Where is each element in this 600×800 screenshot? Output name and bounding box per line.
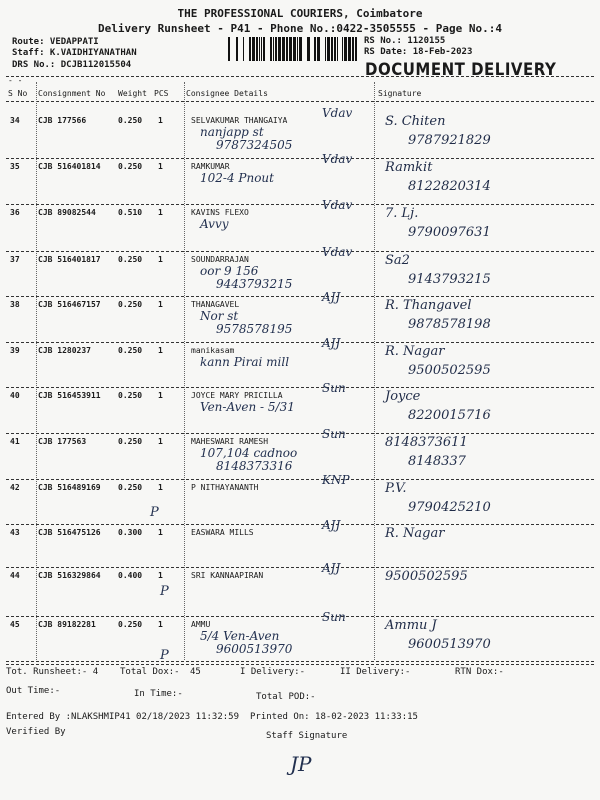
row-weight: 0.400 xyxy=(118,571,143,580)
total-dox-label: Total Dox:- xyxy=(120,667,180,677)
row-consignment: CJB 177563 xyxy=(38,437,87,446)
barcode-bar xyxy=(282,37,285,61)
row-signature: Ammu J xyxy=(385,618,437,633)
row-pcs: 1 xyxy=(158,346,163,355)
row-signature-phone: 9878578198 xyxy=(408,317,491,332)
col-sno: S No xyxy=(8,89,28,98)
col-weight: Weight xyxy=(118,89,147,98)
row-consignment: CJB 516453911 xyxy=(38,391,101,400)
row-divider xyxy=(6,342,594,343)
row-consignment: CJB 516475126 xyxy=(38,528,101,537)
barcode-bar xyxy=(293,37,296,61)
col-rule xyxy=(374,82,375,660)
margin-mark: P xyxy=(160,584,169,599)
row-signature: 8148373611 xyxy=(385,435,468,450)
row-pcs: 1 xyxy=(158,620,163,629)
row-consignment: CJB 89182281 xyxy=(38,620,96,629)
row-pcs: 1 xyxy=(158,483,163,492)
row-consignment: CJB 177566 xyxy=(38,116,87,125)
row-handwritten-address: 107,104 cadnoo xyxy=(200,446,298,460)
barcode-bar xyxy=(270,37,272,61)
mark-dots: - - xyxy=(8,76,23,85)
row-divider xyxy=(6,251,594,252)
in-time: In Time:- xyxy=(134,689,183,699)
row-consignee-name: manikasam xyxy=(191,346,235,355)
row-signature: R. Thangavel xyxy=(385,298,472,313)
row-divider xyxy=(6,524,594,525)
row-sno: 37 xyxy=(10,255,20,264)
row-consignee-name: JOYCE MARY PRICILLA xyxy=(191,391,283,400)
row-signature: 7. Lj. xyxy=(385,206,419,221)
barcode-bar xyxy=(297,37,298,61)
row-consignment: CJB 516329864 xyxy=(38,571,101,580)
verified-by: Verified By xyxy=(6,727,66,737)
out-time: Out Time:- xyxy=(6,686,61,696)
row-consignment: CJB 516401817 xyxy=(38,255,101,264)
row-consignment: CJB 516467157 xyxy=(38,300,101,309)
row-sno: 34 xyxy=(10,116,20,125)
row-area-tag: Vdav xyxy=(322,106,353,120)
row-signature-phone: 9787921829 xyxy=(408,133,491,148)
row-weight: 0.250 xyxy=(118,483,143,492)
row-consignment: CJB 89082544 xyxy=(38,208,96,217)
row-signature-phone: 9143793215 xyxy=(408,272,491,287)
barcode-bar xyxy=(286,37,288,61)
row-sno: 41 xyxy=(10,437,20,446)
barcode-bar xyxy=(228,37,230,61)
row-area-tag: AJJ xyxy=(322,561,341,575)
row-divider xyxy=(6,479,594,480)
row-handwritten-address: oor 9 156 xyxy=(200,264,259,278)
barcode-bar xyxy=(352,37,354,61)
row-signature: Sa2 xyxy=(385,253,410,268)
barcode-bar xyxy=(275,37,277,61)
staff-signature-mark: JP xyxy=(290,752,312,776)
barcode-bar xyxy=(278,37,281,61)
ii-delivery: II Delivery:- xyxy=(340,667,411,677)
row-sno: 38 xyxy=(10,300,20,309)
row-signature: Ramkit xyxy=(385,160,433,175)
printed-on: Printed On: 18-02-2023 11:33:15 xyxy=(250,712,418,722)
col-consignee: Consignee Details xyxy=(186,89,268,98)
row-handwritten-address: Avvy xyxy=(200,217,229,231)
row-pcs: 1 xyxy=(158,116,163,125)
row-handwritten-phone: 8148373316 xyxy=(216,459,293,473)
row-area-tag: Vdav xyxy=(322,152,353,166)
runsheet-title: Delivery Runsheet - P41 - Phone No.:0422-3505555 - Page No.:4 xyxy=(98,22,502,35)
row-weight: 0.250 xyxy=(118,300,143,309)
barcode-bar xyxy=(307,37,310,61)
rs-number: RS No.: 1120155 xyxy=(364,36,446,46)
row-divider xyxy=(6,296,594,297)
barcode-bar xyxy=(299,37,302,61)
row-pcs: 1 xyxy=(158,528,163,537)
row-consignee-name: THANAGAVEL xyxy=(191,300,240,309)
row-weight: 0.250 xyxy=(118,116,143,125)
row-consignee-name: KAVINS FLEXO xyxy=(191,208,249,217)
barcode-bar xyxy=(325,37,326,61)
margin-mark: P xyxy=(150,505,159,520)
row-signature: P.V. xyxy=(385,481,407,496)
row-divider xyxy=(6,204,594,205)
row-divider xyxy=(6,158,594,159)
row-weight: 0.250 xyxy=(118,255,143,264)
row-divider xyxy=(6,433,594,434)
barcode-bar xyxy=(243,37,244,61)
row-consignee-name: RAMKUMAR xyxy=(191,162,230,171)
row-signature-phone: 9600513970 xyxy=(408,637,491,652)
row-handwritten-address: 5/4 Ven-Aven xyxy=(200,629,280,643)
total-dox-value: 45 xyxy=(190,667,201,677)
row-area-tag: KNP xyxy=(322,473,350,487)
row-signature-phone: 8122820314 xyxy=(408,179,491,194)
row-weight: 0.510 xyxy=(118,208,143,217)
barcode-bar xyxy=(334,37,336,61)
row-sno: 36 xyxy=(10,208,20,217)
row-area-tag: AJJ xyxy=(322,518,341,532)
staff-label: Staff: K.VAIDHIYANATHAN xyxy=(12,48,137,58)
row-pcs: 1 xyxy=(158,391,163,400)
row-sno: 39 xyxy=(10,346,20,355)
row-pcs: 1 xyxy=(158,255,163,264)
row-consignee-name: SRI KANNAAPIRAN xyxy=(191,571,264,580)
barcode-bar xyxy=(259,37,260,61)
drs-label: DRS No.: DCJB112015504 xyxy=(12,60,132,70)
row-sno: 42 xyxy=(10,483,20,492)
barcode xyxy=(228,37,358,61)
barcode-bar xyxy=(342,37,343,61)
row-area-tag: Sun xyxy=(322,610,346,624)
row-consignee-name: EASWARA MILLS xyxy=(191,528,254,537)
row-consignee-name: SOUNDARRAJAN xyxy=(191,255,249,264)
row-weight: 0.250 xyxy=(118,437,143,446)
row-consignment: CJB 516489169 xyxy=(38,483,101,492)
barcode-bar xyxy=(261,37,262,61)
row-weight: 0.250 xyxy=(118,620,143,629)
row-sno: 45 xyxy=(10,620,20,629)
col-rule xyxy=(36,82,37,660)
barcode-bar xyxy=(317,37,320,61)
row-signature: S. Chiten xyxy=(385,114,446,129)
barcode-bar xyxy=(236,37,238,61)
footer-divider xyxy=(6,664,594,665)
row-consignee-name: MAHESWARI RAMESH xyxy=(191,437,269,446)
row-signature-phone: 9790425210 xyxy=(408,500,491,515)
row-area-tag: AJJ xyxy=(322,336,341,350)
barcode-bar xyxy=(252,37,255,61)
row-divider xyxy=(6,661,594,662)
rtn-dox: RTN Dox:- xyxy=(455,667,504,677)
barcode-bar xyxy=(256,37,258,61)
row-consignee-name: P NITHAYANANTH xyxy=(191,483,259,492)
row-pcs: 1 xyxy=(158,208,163,217)
row-handwritten-address: Nor st xyxy=(200,309,239,323)
tot-runsheet: Tot. Runsheet:- 4 xyxy=(6,667,99,677)
barcode-bar xyxy=(263,37,265,61)
row-handwritten-phone: 9787324505 xyxy=(216,138,293,152)
staff-signature-label: Staff Signature xyxy=(266,731,348,741)
row-divider xyxy=(6,387,594,388)
row-weight: 0.250 xyxy=(118,162,143,171)
row-area-tag: Sun xyxy=(322,427,346,441)
entered-by: Entered By :NLAKSHMIP41 02/18/2023 11:32:59 xyxy=(6,712,239,722)
row-signature: 9500502595 xyxy=(385,569,468,584)
row-handwritten-address: nanjapp st xyxy=(200,125,264,139)
row-sno: 35 xyxy=(10,162,20,171)
barcode-bar xyxy=(355,37,357,61)
route-label: Route: VEDAPPATI xyxy=(12,37,99,47)
barcode-bar xyxy=(348,37,351,61)
row-sno: 40 xyxy=(10,391,20,400)
row-consignee-name: SELVAKUMAR THANGAIYA xyxy=(191,116,288,125)
row-weight: 0.250 xyxy=(118,346,143,355)
row-divider xyxy=(6,616,594,617)
row-area-tag: Sun xyxy=(322,381,346,395)
row-signature: R. Nagar xyxy=(385,344,445,359)
barcode-bar xyxy=(289,37,292,61)
row-area-tag: Vdav xyxy=(322,198,353,212)
row-handwritten-phone: 9578578195 xyxy=(216,322,293,336)
barcode-bar xyxy=(344,37,347,61)
row-divider xyxy=(6,567,594,568)
col-consignment: Consignment No xyxy=(38,89,106,98)
row-weight: 0.300 xyxy=(118,528,143,537)
row-weight: 0.250 xyxy=(118,391,143,400)
row-sno: 44 xyxy=(10,571,20,580)
row-area-tag: AJJ xyxy=(322,290,341,304)
row-signature: R. Nagar xyxy=(385,526,445,541)
total-pod: Total POD:- xyxy=(256,692,316,702)
barcode-bar xyxy=(337,37,338,61)
columns-divider xyxy=(6,101,594,102)
margin-mark: P xyxy=(160,648,169,663)
barcode-bar xyxy=(314,37,316,61)
barcode-bar xyxy=(273,37,274,61)
row-consignee-name: AMMU xyxy=(191,620,211,629)
row-handwritten-address: kann Pirai mill xyxy=(200,355,290,369)
barcode-bar xyxy=(249,37,251,61)
header-divider xyxy=(6,76,594,77)
company-title: THE PROFESSIONAL COURIERS, Coimbatore xyxy=(177,7,423,20)
row-handwritten-phone: 9443793215 xyxy=(216,277,293,291)
row-pcs: 1 xyxy=(158,437,163,446)
row-signature-phone: 8148337 xyxy=(408,454,466,469)
row-handwritten-address: Ven-Aven - 5/31 xyxy=(200,400,295,414)
col-rule xyxy=(184,82,185,660)
document-delivery-stamp: DOCUMENT DELIVERY xyxy=(365,58,557,80)
row-pcs: 1 xyxy=(158,162,163,171)
row-signature-phone: 8220015716 xyxy=(408,408,491,423)
i-delivery: I Delivery:- xyxy=(240,667,306,677)
rs-date: RS Date: 18-Feb-2023 xyxy=(364,47,473,57)
row-handwritten-address: 102-4 Pnout xyxy=(200,171,274,185)
row-pcs: 1 xyxy=(158,571,163,580)
col-pcs: PCS xyxy=(154,89,169,98)
barcode-bar xyxy=(331,37,333,61)
row-consignment: CJB 1280237 xyxy=(38,346,91,355)
row-consignment: CJB 516401814 xyxy=(38,162,101,171)
barcode-bar xyxy=(327,37,330,61)
row-area-tag: Vdav xyxy=(322,245,353,259)
row-signature: Joyce xyxy=(385,389,421,404)
row-signature-phone: 9790097631 xyxy=(408,225,491,240)
col-signature: Signature xyxy=(378,89,422,98)
row-signature-phone: 9500502595 xyxy=(408,363,491,378)
row-pcs: 1 xyxy=(158,300,163,309)
row-handwritten-phone: 9600513970 xyxy=(216,642,293,656)
row-sno: 43 xyxy=(10,528,20,537)
